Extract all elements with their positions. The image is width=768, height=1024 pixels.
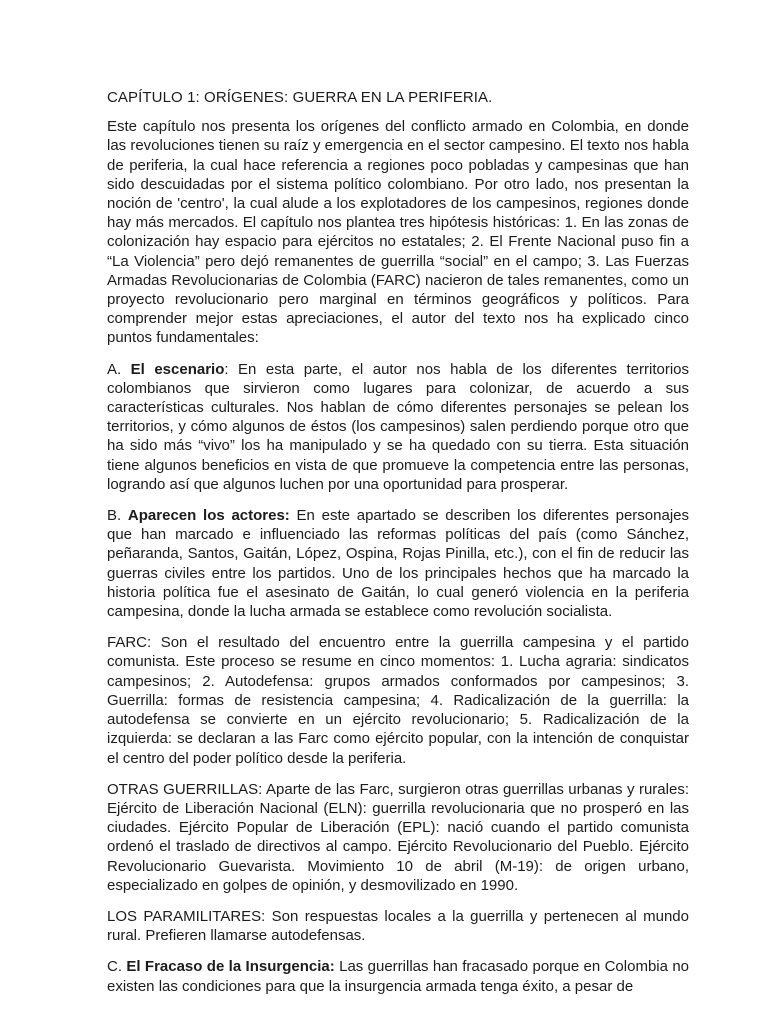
farc-paragraph: FARC: Son el resultado del encuentro entre la guerrilla campesina y el partido comunista. Este proceso se resume en cinco momentos: 1. Lucha agraria: sindicatos campesinos; 2. Autodefensa: grupos armados conformados por campesinos; 3. Guerrilla: formas de resistencia campesina; 4. Radicalización de la guerrilla: la autodefensa se convierte en un ejército revolucionario; 5. Radicalización de la izquierda: se declaran a las Farc como ejército popular, con la intención de conquistar el centro del poder político desde la periferia. — [107, 634, 689, 767]
intro-paragraph: Este capítulo nos presenta los orígenes del conflicto armado en Colombia, en donde las revoluciones tienen su raíz y emergencia en el sector campesino. El texto nos habla de periferia, la cual hace referencia a regiones poco pobladas y campesinas que han sido descuidadas por el sistema político colombiano. Por otro lado, nos presentan la noción de 'centro', la cual alude a los explotadores de los campesinos, regiones donde hay más mercados. El capítulo nos plantea tres hipótesis históricas: 1. En las zonas de colonización hay espacio para ejércitos no estatales; 2. El Frente Nacional puso fin a “La Violencia” pero dejó remanentes de guerrilla “social” en el campo; 3. Las Fuerzas Armadas Revolucionarias de Colombia (FARC) nacieron de tales remanentes, como un proyecto revolucionario pero marginal en términos geográficos y políticos. Para comprender mejor estas apreciaciones, el autor del texto nos ha explicado cinco puntos fundamentales: — [107, 118, 689, 347]
section-c-heading: El Fracaso de la Insurgencia: — [126, 958, 335, 976]
section-c-prefix: C. — [107, 958, 127, 976]
section-a-body: : En esta parte, el autor nos habla de los diferentes territorios colombianos que sirvieron como lugares para colonizar, de acuerdo a sus características culturales. Nos hablan de cómo diferentes personajes se pelean los territorios, y cómo algunos de éstos (los campesinos) salen perdiendo porque otro que ha sido más “vivo” los ha manipulado y se ha quedado con su tierra. Esta situación tiene algunos beneficios en vista de que promueve la competencia entre las personas, logrando así que algunos luchen por una oportunidad para prosperar. — [107, 360, 690, 493]
section-b-body: En este apartado se describen los diferentes personajes que han marcado e influenciado las reformas políticas del país (como Sánchez, peñaranda, Santos, Gaitán, López, Ospina, Rojas Pinilla, etc.), con el fin de reducir las guerras civiles entre los partidos. Uno de los principales hechos que ha marcado la historia política fue el asesinato de Gaitán, lo cual generó violencia en la periferia campesina, donde la lucha armada se establece como revolución socialista. — [107, 507, 689, 621]
section-c-paragraph — [107, 957, 689, 995]
section-b-heading: Aparecen los actores: — [127, 507, 290, 525]
document-page — [107, 88, 689, 1008]
paramilitares-paragraph: LOS PARAMILITARES: Son respuestas locales a la guerrilla y pertenecen al mundo rural. Prefieren llamarse autodefensas. — [107, 907, 689, 945]
otras-guerrillas-paragraph: OTRAS GUERRILLAS: Aparte de las Farc, surgieron otras guerrillas urbanas y rurales: Ejército de Liberación Nacional (ELN): guerrilla revolucionaria que no prosperó en las ciudades. Ejército Popular de Liberación (EPL): nació cuando el partido comunista ordenó el traslado de directivos al campo. Ejército Revolucionario del Pueblo. Ejército Revolucionario Guevarista. Movimiento 10 de abril (M-19): de origen urbano, especializado en golpes de opinión, y desmovilizado en 1990. — [107, 780, 689, 894]
section-b-prefix: B. — [107, 507, 128, 525]
section-a-heading: El escenario — [130, 360, 225, 378]
section-a-prefix: A. — [107, 360, 131, 378]
section-b-paragraph — [107, 506, 689, 621]
chapter-title: CAPÍTULO 1: ORÍGENES: GUERRA EN LA PERIFERIA. — [107, 89, 493, 106]
section-a-paragraph — [107, 360, 689, 494]
section-c-body: Las guerrillas han fracasado porque en Colombia no existen las condiciones para que la insurgencia armada tenga éxito, a pesar de — [107, 958, 690, 995]
